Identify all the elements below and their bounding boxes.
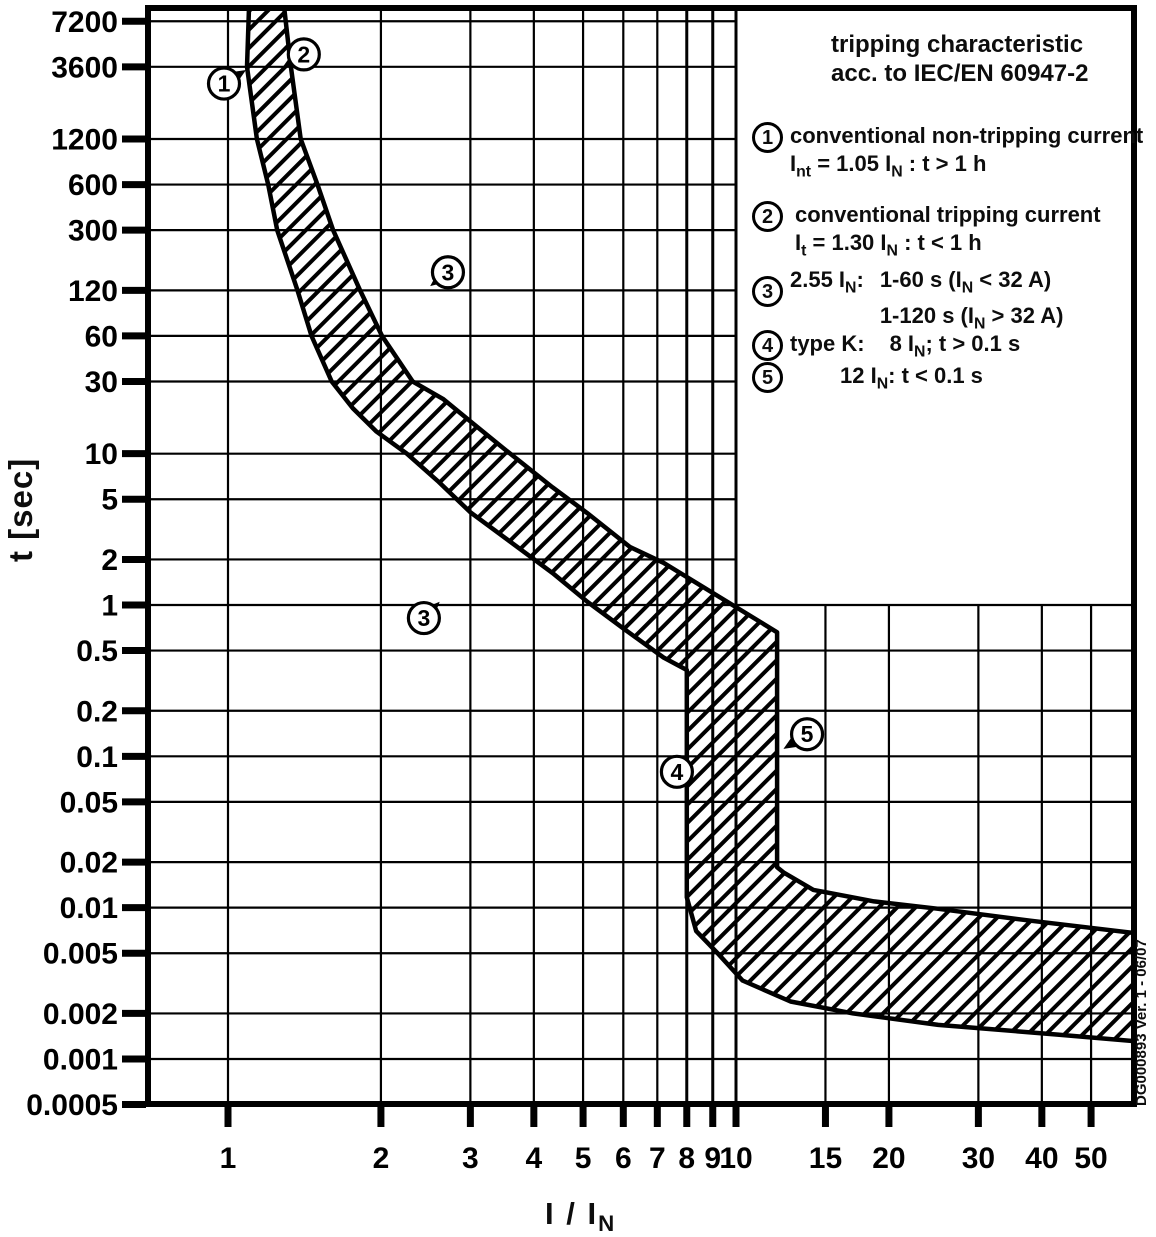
marker-number: 3	[441, 259, 455, 286]
note-1-line1: conventional non-tripping current	[790, 123, 1144, 148]
marker-number: 3	[417, 605, 431, 632]
legend-note-4	[752, 330, 1020, 366]
marker-1	[208, 68, 246, 99]
legend-title	[831, 30, 1088, 88]
x-tick-label: 40	[1025, 1142, 1059, 1175]
x-tick-label: 50	[1074, 1142, 1108, 1175]
note-3-badge: 3	[752, 276, 783, 307]
y-tick-label: 0.002	[42, 997, 118, 1031]
note-4-badge: 4	[752, 330, 783, 361]
marker-number: 5	[800, 721, 814, 748]
legend-note-2	[752, 201, 1101, 265]
y-tick-label: 3600	[51, 51, 118, 85]
y-tick-label: 0.1	[76, 740, 118, 774]
x-tick-label: 4	[525, 1142, 543, 1175]
note-1-line2: $I_{nt} = 1.05$ $I_N$ : t > 1 h	[790, 151, 987, 181]
note-5-line1: 12 $I_N$: t < 0.1 s	[840, 363, 983, 393]
y-tick-label: 5	[101, 483, 118, 517]
y-tick-label: 60	[84, 320, 118, 354]
marker-4	[661, 756, 692, 787]
x-tick-label: 2	[372, 1142, 390, 1175]
note-4-line1: 8 $I_N$; t > 0.1 s	[889, 331, 1021, 361]
note-4-label: type K:	[790, 331, 865, 356]
x-tick-label: 5	[574, 1142, 592, 1175]
legend-note-1	[752, 122, 1143, 186]
y-tick-label: 1200	[51, 123, 118, 157]
y-tick-label: 10	[84, 438, 118, 472]
legend-title-line2: acc. to IEC/EN 60947-2	[831, 60, 1089, 87]
note-2-badge: 2	[752, 201, 783, 232]
legend-note-5	[752, 362, 983, 398]
y-tick-label: 0.001	[42, 1043, 118, 1077]
note-2-line1: conventional tripping current	[795, 202, 1101, 227]
note-2-line2: $I_t = 1.30$ $I_N$ : t < 1 h	[795, 230, 982, 260]
note-3-line1: 1-60 s ($I_N < 32$ A)	[879, 267, 1052, 297]
marker-number: 1	[217, 70, 231, 97]
y-axis-title: t [sec]	[2, 457, 39, 562]
y-tick-label: 0.0005	[26, 1089, 118, 1123]
marker-5	[783, 719, 822, 750]
document-reference: DG000893 Ver. 1 - 06/07	[1133, 939, 1150, 1106]
y-tick-label: 1	[101, 589, 118, 623]
legend-title-line1: tripping characteristic	[831, 31, 1084, 58]
x-tick-label: 6	[614, 1142, 632, 1175]
x-tick-label: 1	[219, 1142, 237, 1175]
marker-3	[430, 257, 463, 288]
y-tick-label: 0.01	[59, 892, 118, 926]
note-1-badge: 1	[752, 122, 783, 153]
x-tick-label: 15	[808, 1142, 843, 1175]
x-tick-label: 10	[719, 1142, 753, 1175]
x-axis-title: I / $I_N$	[545, 1196, 617, 1237]
y-tick-label: 0.2	[76, 695, 118, 729]
marker-number: 4	[670, 758, 684, 785]
y-tick-label: 0.5	[76, 635, 118, 669]
marker-3	[408, 602, 439, 634]
y-tick-label: 30	[84, 365, 118, 399]
y-tick-label: 2	[101, 543, 118, 577]
x-tick-label: 20	[872, 1142, 906, 1175]
legend-note-3	[752, 266, 1063, 339]
marker-number: 2	[297, 41, 311, 68]
x-tick-label: 30	[961, 1142, 996, 1175]
y-tick-label: 0.005	[42, 937, 118, 971]
x-tick-label: 8	[678, 1142, 696, 1175]
note-3-line2: 1-120 s ($I_N > 32$ A)	[879, 303, 1064, 333]
y-tick-label: 600	[67, 169, 118, 203]
y-tick-label: 7200	[51, 5, 118, 39]
note-5-badge: 5	[752, 362, 783, 393]
x-tick-label: 9	[704, 1142, 722, 1175]
y-tick-label: 300	[67, 214, 118, 248]
note-3-label: 2.55 $I_N$:	[790, 267, 864, 297]
y-tick-label: 0.02	[59, 846, 118, 880]
x-tick-label: 3	[462, 1142, 479, 1175]
y-tick-label: 120	[67, 274, 118, 308]
x-tick-label: 7	[648, 1142, 666, 1175]
y-tick-label: 0.05	[59, 786, 118, 820]
